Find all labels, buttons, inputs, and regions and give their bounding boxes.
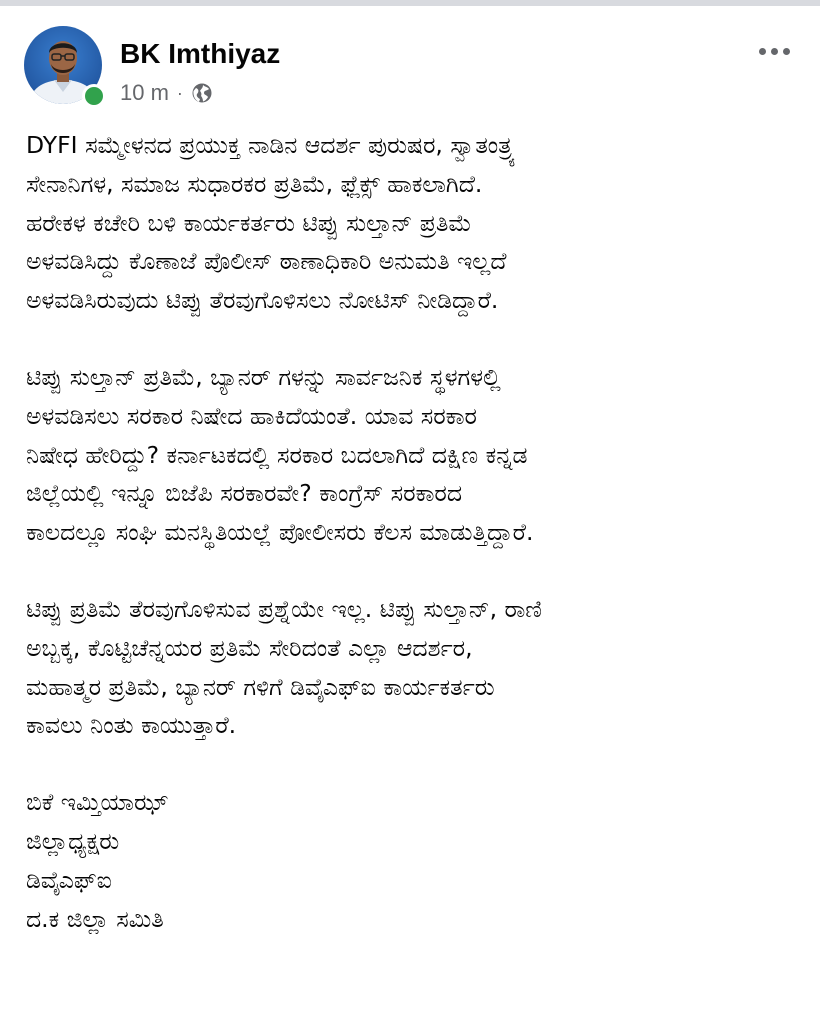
text-line: ಹರೇಕಳ ಕಚೇರಿ ಬಳಿ ಕಾರ್ಯಕರ್ತರು ಟಿಪ್ಪು ಸುಲ್ತಾನ್ ಪ್ರತಿಮೆ — [26, 208, 472, 237]
more-options-button[interactable] — [752, 36, 796, 66]
post-paragraph — [26, 126, 796, 320]
online-status-dot — [82, 84, 106, 108]
meta-separator: · — [176, 82, 183, 103]
more-dot — [783, 48, 790, 55]
text-line: ಟಿಪ್ಪು ಪ್ರತಿಮೆ ತೆರವುಗೊಳಿಸುವ ಪ್ರಶ್ನೆಯೇ ಇಲ್ಲ. ಟಿಪ್ಪು ಸುಲ್ತಾನ್, ರಾಣಿ — [26, 594, 542, 623]
text-line: ಮಹಾತ್ಮರ ಪ್ರತಿಮೆ, ಬ್ಯಾನರ್ ಗಳಿಗೆ ಡಿವೈಎಫ್ಐ ಕಾರ್ಯಕರ್ತರು — [26, 672, 495, 701]
text-line: ಕಾಲದಲ್ಲೂ ಸಂಘಿ ಮನಸ್ಥಿತಿಯಲ್ಲೆ ಪೋಲೀಸರು ಕೆಲಸ ಮಾಡುತ್ತಿದ್ದಾರೆ. — [26, 518, 534, 547]
post-paragraph — [26, 590, 796, 745]
text-line: ಬಿಕೆ ಇಮ್ತಿಯಾಝ್ — [26, 788, 169, 817]
post-meta — [120, 80, 213, 106]
post-body — [26, 126, 796, 976]
post-header — [24, 26, 796, 110]
text-line: ಕಾವಲು ನಿಂತು ಕಾಯುತ್ತಾರೆ. — [26, 711, 237, 740]
text-line: ಜಿಲ್ಲಾಧ್ಯಕ್ಷರು — [26, 826, 120, 855]
text-line: ಡಿವೈಎಫ್ಐ — [26, 865, 112, 894]
text-line: ನಿಷೇಧ ಹೇರಿದ್ದು? ಕರ್ನಾಟಕದಲ್ಲಿ ಸರಕಾರ ಬದಲಾಗಿದೆ ದಕ್ಷಿಣ ಕನ್ನಡ — [26, 440, 528, 469]
post-paragraph — [26, 358, 796, 552]
text-line: ದ.ಕ ಜಿಲ್ಲಾ ಸಮಿತಿ — [26, 904, 164, 933]
post-card — [0, 6, 820, 1024]
text-line: ಅಳವಡಿಸಿರುವುದು ಟಿಪ್ಪು ತೆರವುಗೊಳಿಸಲು ನೋಟಿಸ್ ನೀಡಿದ್ದಾರೆ. — [26, 286, 499, 315]
text-line: ಸೇನಾನಿಗಳ, ಸಮಾಜ ಸುಧಾರಕರ ಪ್ರತಿಮೆ, ಫ್ಲೆಕ್ಸ್ ಹಾಕಲಾಗಿದೆ. — [26, 169, 483, 198]
text-line: ಟಿಪ್ಪು ಸುಲ್ತಾನ್ ಪ್ರತಿಮೆ, ಬ್ಯಾನರ್ ಗಳನ್ನು ಸಾರ್ವಜನಿಕ ಸ್ಥಳಗಳಲ್ಲಿ — [26, 362, 501, 391]
more-horizontal-icon — [759, 48, 766, 55]
globe-icon[interactable] — [191, 82, 213, 104]
post-timestamp[interactable]: 10 m — [120, 80, 169, 105]
post-signature — [26, 783, 796, 938]
text-line: ಅಳವಡಿಸಲು ಸರಕಾರ ನಿಷೇದ ಹಾಕಿದೆಯಂತೆ. ಯಾವ ಸರಕಾರ — [26, 401, 477, 430]
text-line: DYFI ಸಮ್ಮೇಳನದ ಪ್ರಯುಕ್ತ ನಾಡಿನ ಆದರ್ಶ ಪುರುಷರ, ಸ್ವಾತಂತ್ರ್ಯ — [26, 131, 516, 159]
text-line: ಅಳವಡಿಸಿದ್ದು ಕೊಣಾಜೆ ಪೊಲೀಸ್ ಠಾಣಾಧಿಕಾರಿ ಅನುಮತಿ ಇಲ್ಲದೆ — [26, 247, 507, 276]
more-dot — [771, 48, 778, 55]
text-line: ಜಿಲ್ಲೆಯಲ್ಲಿ ಇನ್ನೂ ಬಿಜೆಪಿ ಸರಕಾರವೇ? ಕಾಂಗ್ರೆಸ್ ಸರಕಾರದ — [26, 479, 463, 508]
text-line: ಅಬ್ಬಕ್ಕ, ಕೊಟ್ಟಿಚೆನ್ನಯರ ಪ್ರತಿಮೆ ಸೇರಿದಂತೆ ಎಲ್ಲಾ ಆದರ್ಶರ, — [26, 633, 473, 662]
author-name[interactable]: BK Imthiyaz — [120, 38, 281, 69]
